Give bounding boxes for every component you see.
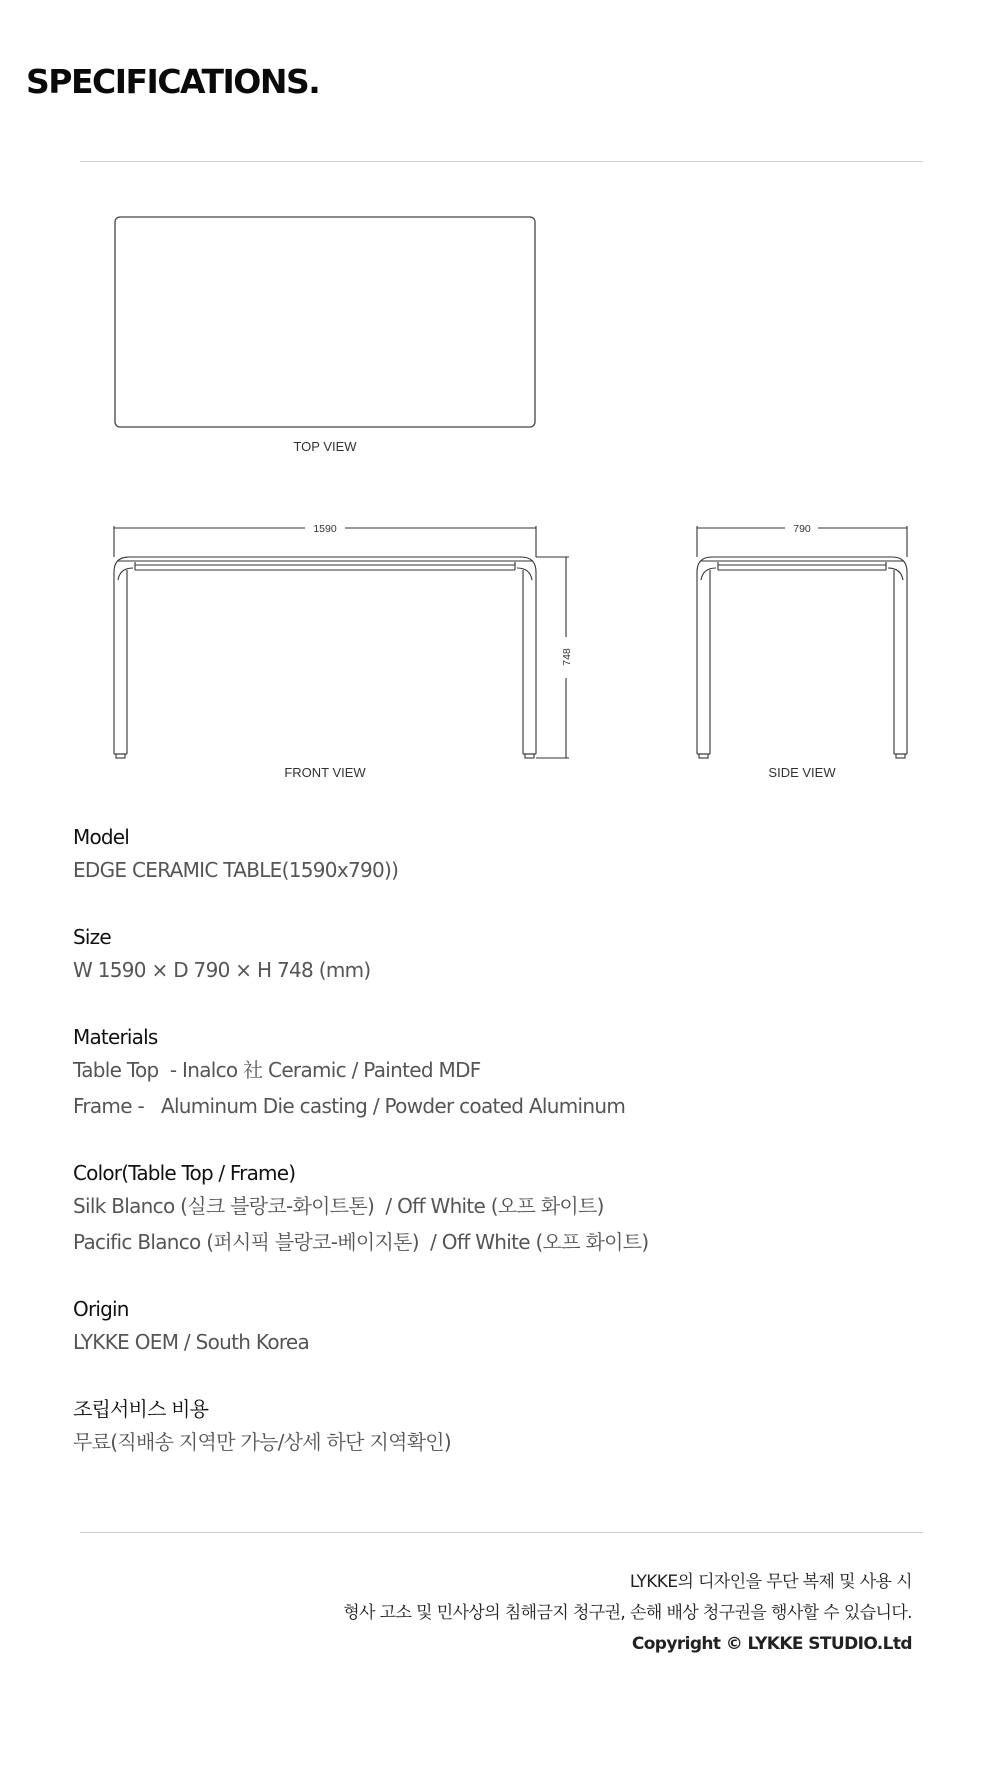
spec-value: W 1590 × D 790 × H 748 (mm) — [73, 958, 371, 982]
spec-heading: Color(Table Top / Frame) — [73, 1161, 296, 1185]
footer-notice — [343, 1567, 912, 1660]
top-view-label: TOP VIEW — [293, 439, 357, 454]
copyright: Copyright © LYKKE STUDIO.Ltd — [631, 1634, 912, 1654]
bottom-divider — [80, 1532, 923, 1533]
spec-value: EDGE CERAMIC TABLE(1590x790)) — [73, 858, 399, 882]
spec-value: Table Top - Inalco 社 Ceramic / Painted MDF — [73, 1058, 481, 1082]
spec-heading: Origin — [73, 1297, 129, 1321]
footer-line-1: LYKKE의 디자인을 무단 복제 및 사용 시 — [629, 1572, 912, 1592]
spec-value: Pacific Blanco (퍼시픽 블랑코-베이지톤) / Off White (오프 화이트) — [73, 1230, 649, 1254]
spec-value: LYKKE OEM / South Korea — [73, 1330, 310, 1354]
spec-heading: 조립서비스 비용 — [73, 1397, 209, 1421]
side-depth-dimension: 790 — [793, 523, 811, 535]
front-height-dimension: 748 — [561, 648, 573, 666]
spec-size — [73, 922, 933, 988]
spec-heading: Size — [73, 925, 111, 949]
front-view-drawing — [114, 526, 569, 758]
page-title: SPECIFICATIONS. — [26, 62, 320, 101]
spec-assembly-service — [73, 1394, 933, 1460]
spec-origin — [73, 1294, 933, 1360]
spec-model — [73, 822, 933, 888]
spec-heading: Materials — [73, 1025, 158, 1049]
spec-value: Silk Blanco (실크 블랑코-화이트톤) / Off White (오프 화이트) — [73, 1194, 604, 1218]
spec-value: Frame - Aluminum Die casting / Powder coated Aluminum — [73, 1094, 626, 1118]
spec-heading: Model — [73, 825, 130, 849]
front-view-label: FRONT VIEW — [284, 765, 366, 780]
spec-color — [73, 1158, 933, 1260]
front-width-dimension: 1590 — [313, 523, 337, 535]
spec-value: 무료(직배송 지역만 가능/상세 하단 지역확인) — [73, 1430, 452, 1454]
footer-line-2: 형사 고소 및 민사상의 침해금지 청구권, 손해 배상 청구권을 행사할 수 있습니다. — [343, 1603, 912, 1623]
top-view-drawing — [115, 217, 535, 427]
spec-list — [73, 822, 933, 1494]
side-view-drawing — [697, 526, 907, 758]
technical-drawings — [0, 0, 1000, 800]
side-view-label: SIDE VIEW — [768, 765, 836, 780]
spec-materials — [73, 1022, 933, 1124]
